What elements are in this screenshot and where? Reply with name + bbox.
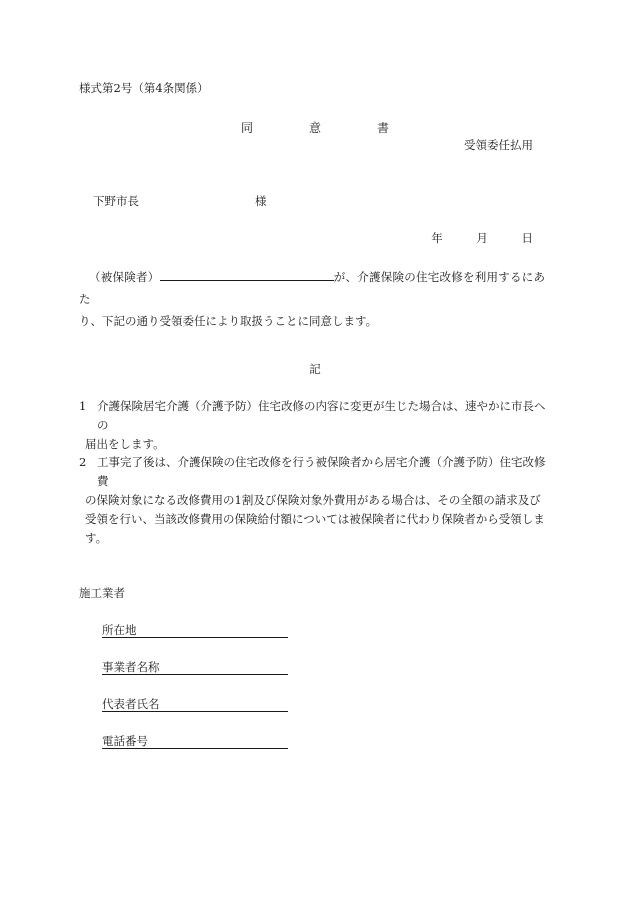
honorific: 様 — [255, 194, 267, 208]
addressee: 下野市長 — [93, 194, 139, 208]
date-year: 年 — [431, 231, 443, 245]
date-line — [431, 230, 533, 246]
date-day: 日 — [521, 231, 533, 245]
field-label: 代表者氏名 — [102, 697, 160, 711]
contractor-field-address[interactable] — [102, 622, 137, 638]
insured-name-blank[interactable] — [160, 268, 334, 281]
contractor-field-company[interactable] — [102, 659, 160, 675]
ki-heading: 記 — [309, 362, 321, 376]
field-underline — [102, 674, 288, 675]
clause-text-line1: 工事完了後は、介護保険の住宅改修を行う被保険者から居宅介護（介護予防）住宅改修費 — [97, 455, 546, 488]
consent-text-2: り、下記の通り受領委任により取扱うことに同意します。 — [79, 314, 378, 328]
consent-text-1: が、介護保険の住宅改修を利用するにあた — [79, 270, 545, 306]
clause-number: 1 — [79, 399, 87, 413]
contractor-heading: 施工業者 — [79, 586, 125, 600]
contractor-field-phone[interactable] — [102, 733, 148, 749]
field-label: 電話番号 — [102, 734, 148, 748]
clause-number: 2 — [79, 455, 87, 469]
clause-text-rest: の保険対象になる改修費用の1割及び保険対象外費用がある場合は、その全額の請求及び受領を行い、当該改修費用の保険給付額については被保険者に代わり保険者から受領します。 — [85, 493, 545, 545]
form-number: 様式第2号（第4条関係） — [79, 81, 209, 95]
document-subtitle: 受領委任払用 — [464, 138, 533, 152]
field-label: 所在地 — [102, 623, 137, 637]
clause-text-line1: 介護保険居宅介護（介護予防）住宅改修の内容に変更が生じた場合は、速やかに市長への — [97, 399, 546, 432]
clause-text-rest: 届出をします。 — [85, 437, 165, 451]
consent-paragraph — [79, 266, 545, 332]
field-label: 事業者名称 — [102, 660, 160, 674]
field-underline — [102, 711, 288, 712]
clause-item — [79, 453, 549, 548]
contractor-field-representative[interactable] — [102, 696, 160, 712]
field-underline — [102, 637, 288, 638]
date-month: 月 — [476, 231, 488, 245]
insured-label: （被保険者） — [89, 270, 160, 284]
clause-item — [79, 397, 549, 454]
document-title: 同 意 書 — [240, 121, 411, 135]
field-underline — [102, 748, 288, 749]
